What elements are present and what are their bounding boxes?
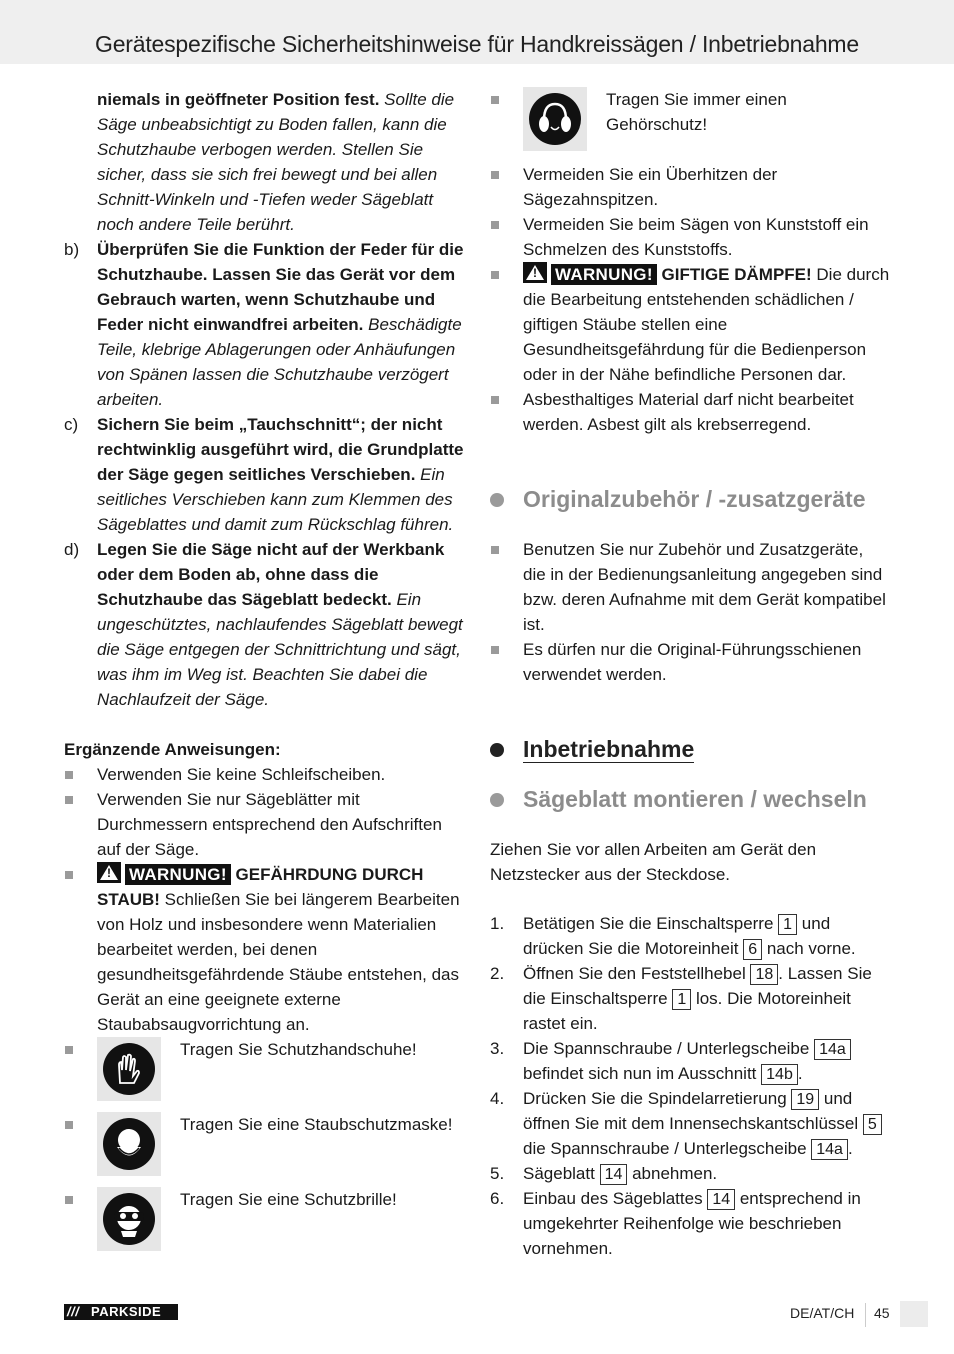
warning-badge: WARNUNG! bbox=[551, 264, 657, 285]
ppe-mask bbox=[64, 1112, 464, 1187]
heading-start bbox=[490, 734, 890, 764]
ppe-goggles bbox=[64, 1187, 464, 1262]
step-number: 3. bbox=[490, 1039, 505, 1058]
part-ref: 6 bbox=[743, 939, 762, 960]
list-item: Vermeiden Sie beim Sägen von Kunststoff ein Schmelzen des Kunststoffs. bbox=[490, 212, 890, 262]
list-item: Asbesthaltiges Material darf nicht bearbeitet werden. Asbest gilt als krebserregend. bbox=[490, 387, 890, 437]
item-b bbox=[64, 237, 464, 412]
list-item: Verwenden Sie keine Schleifscheiben. bbox=[64, 762, 464, 787]
step: 1. Betätigen Sie die Einschaltsperre 1 und drücken Sie die Motoreinheit 6 nach vorne. bbox=[490, 911, 890, 961]
step-number: 6. bbox=[490, 1189, 505, 1208]
page-title: Gerätespezifische Sicherheitshinweise für Handkreissägen / Inbetriebnahme bbox=[95, 31, 859, 57]
warning-badge: WARNUNG! bbox=[125, 864, 231, 885]
warning-fumes bbox=[490, 262, 890, 387]
item-label: b) bbox=[64, 240, 80, 259]
step-number: 5. bbox=[490, 1164, 505, 1183]
dust-mask-icon bbox=[97, 1112, 161, 1176]
part-ref: 1 bbox=[672, 989, 691, 1010]
step: 4. Drücken Sie die Spindelarretierung 19 und öffnen Sie mit dem Innensechskantschlüssel 5 die Spannschraube / Unterlegscheibe 14a . bbox=[490, 1086, 890, 1161]
step-number: 1. bbox=[490, 914, 505, 933]
item-bold: Überprüfen Sie die Funktion der Feder für die Schutzhaube. Lassen Sie das Gerät vor dem Gebrauch warten, wenn Schutzhaube und Feder nicht einwandfrei arbeiten. bbox=[97, 240, 464, 334]
heading-start-text: Inbetriebnahme bbox=[523, 736, 695, 762]
part-ref: 14a bbox=[811, 1139, 848, 1160]
heading-accessories: Originalzubehör / -zusatzgeräte bbox=[490, 484, 890, 514]
right-column bbox=[490, 87, 890, 1261]
step: 3. Die Spannschraube / Unterlegscheibe 14a befindet sich nun im Ausschnitt 14b . bbox=[490, 1036, 890, 1086]
item-italic: Ein ungeschütztes, nachlaufendes Sägeblatt bewegt die Säge entgegen der Schnittrichtung und sägt, was ihm im Weg ist. Beachten Sie dabei die Nachlaufzeit der Säge. bbox=[97, 590, 463, 709]
step-number: 4. bbox=[490, 1089, 505, 1108]
step-number: 2. bbox=[490, 964, 505, 983]
list-item: Benutzen Sie nur Zubehör und Zusatzgeräte, die in der Bedienungsanleitung angegeben sind bzw. deren Aufnahme mit dem Gerät kompatibel ist. bbox=[490, 537, 890, 637]
item-d bbox=[64, 537, 464, 712]
list-item: Es dürfen nur die Original-Führungsschienen verwendet werden. bbox=[490, 637, 890, 687]
item-italic: Ein seitliches Verschieben kann zum Klemmen des Sägeblattes und damit zum Rückschlag führen. bbox=[97, 465, 454, 534]
warning-text: Schließen Sie bei längerem Bearbeiten von Holz und insbesondere wenn Materialien bearbeitet werden, bei denen gesundheitsgefährdende Stäube entstehen, das Gerät an eine geeignete externe Staubabsaugvorrichtung an. bbox=[97, 890, 460, 1034]
part-ref: 14b bbox=[761, 1064, 798, 1085]
logo-slashes: /// bbox=[67, 1304, 80, 1319]
item-bold: Legen Sie die Säge nicht auf der Werkbank oder dem Boden ab, ohne dass die Schutzhaube das Sägeblatt bedeckt. bbox=[97, 540, 445, 609]
footer-tab bbox=[900, 1301, 928, 1327]
intro-bold: niemals in geöffneter Position fest. bbox=[97, 90, 380, 109]
warning-triangle-icon bbox=[523, 262, 547, 283]
ppe-label: Tragen Sie Schutzhandschuhe! bbox=[180, 1040, 417, 1059]
country-codes: DE/AT/CH bbox=[790, 1305, 855, 1321]
part-ref: 14 bbox=[600, 1164, 628, 1185]
list-item: Vermeiden Sie ein Überhitzen der Sägezahnspitzen. bbox=[490, 162, 890, 212]
step: 2. Öffnen Sie den Feststellhebel 18 . Lassen Sie die Einschaltsperre 1 los. Die Motoreinheit rastet ein. bbox=[490, 961, 890, 1036]
item-bold: Sichern Sie beim „Tauchschnitt“; der nicht rechtwinklig ausgeführt wird, die Grundplatte der Säge gegen seitliches Verschieben. bbox=[97, 415, 464, 484]
list-item: Verwenden Sie nur Sägeblätter mit Durchmessern entsprechend den Aufschriften auf der Säge. bbox=[64, 787, 464, 862]
ppe-gloves bbox=[64, 1037, 464, 1112]
logo-text: PARKSIDE bbox=[91, 1304, 162, 1319]
ppe-label: Tragen Sie immer einen Gehörschutz! bbox=[606, 90, 787, 134]
part-ref: 5 bbox=[863, 1114, 882, 1135]
intro-paragraph bbox=[64, 87, 464, 237]
step: 5. Sägeblatt 14 abnehmen. bbox=[490, 1161, 890, 1186]
warning-triangle-icon bbox=[97, 862, 121, 883]
goggles-icon bbox=[97, 1187, 161, 1251]
item-c bbox=[64, 412, 464, 537]
warning-title: GIFTIGE DÄMPFE! bbox=[656, 265, 812, 284]
item-label: c) bbox=[64, 415, 79, 434]
ppe-ear bbox=[490, 87, 890, 162]
item-italic: Beschädigte Teile, klebrige Ablagerungen oder Anhäufungen von Spänen lassen die Schutzhaube verzögert arbeiten. bbox=[97, 315, 462, 409]
ppe-label: Tragen Sie eine Staubschutzmaske! bbox=[180, 1115, 453, 1134]
supplementary-heading: Ergänzende Anweisungen: bbox=[64, 740, 281, 759]
item-label: d) bbox=[64, 540, 80, 559]
left-column bbox=[64, 87, 464, 1262]
part-ref: 19 bbox=[791, 1089, 819, 1110]
page-number: 45 bbox=[874, 1305, 890, 1321]
part-ref: 14 bbox=[707, 1189, 735, 1210]
warning-text: Die durch die Bearbeitung entstehenden schädlichen / giftigen Stäube stellen eine Gesundheitsgefährdung für die Bedienperson oder in der Nähe befindliche Personen dar. bbox=[523, 265, 890, 384]
heading-blade: Sägeblatt montieren / wechseln bbox=[490, 784, 890, 814]
ppe-label: Tragen Sie eine Schutzbrille! bbox=[180, 1190, 397, 1209]
steps-list bbox=[490, 911, 890, 1261]
footer-divider bbox=[865, 1303, 866, 1327]
part-ref: 18 bbox=[750, 964, 778, 985]
part-ref: 1 bbox=[778, 914, 797, 935]
warning-dust bbox=[64, 862, 464, 1037]
ear-protection-icon bbox=[523, 87, 587, 151]
gloves-icon bbox=[97, 1037, 161, 1101]
step: 6. Einbau des Sägeblattes 14 entsprechend in umgekehrter Reihenfolge wie beschrieben vornehmen. bbox=[490, 1186, 890, 1261]
parkside-logo bbox=[64, 1304, 178, 1320]
part-ref: 14a bbox=[814, 1039, 851, 1060]
intro-italic: Sollte die Säge unbeabsichtigt zu Boden fallen, kann die Schutzhaube verbogen werden. Stellen Sie sicher, dass sie sich frei bewegt und bei allen Schnitt-Winkeln und -Tiefen weder Sägeblatt noch andere Teile berührt. bbox=[97, 90, 455, 234]
blade-intro: Ziehen Sie vor allen Arbeiten am Gerät den Netzstecker aus der Steckdose. bbox=[490, 840, 817, 884]
warning-title: GEFÄHRDUNG DURCH STAUB! bbox=[97, 865, 424, 909]
